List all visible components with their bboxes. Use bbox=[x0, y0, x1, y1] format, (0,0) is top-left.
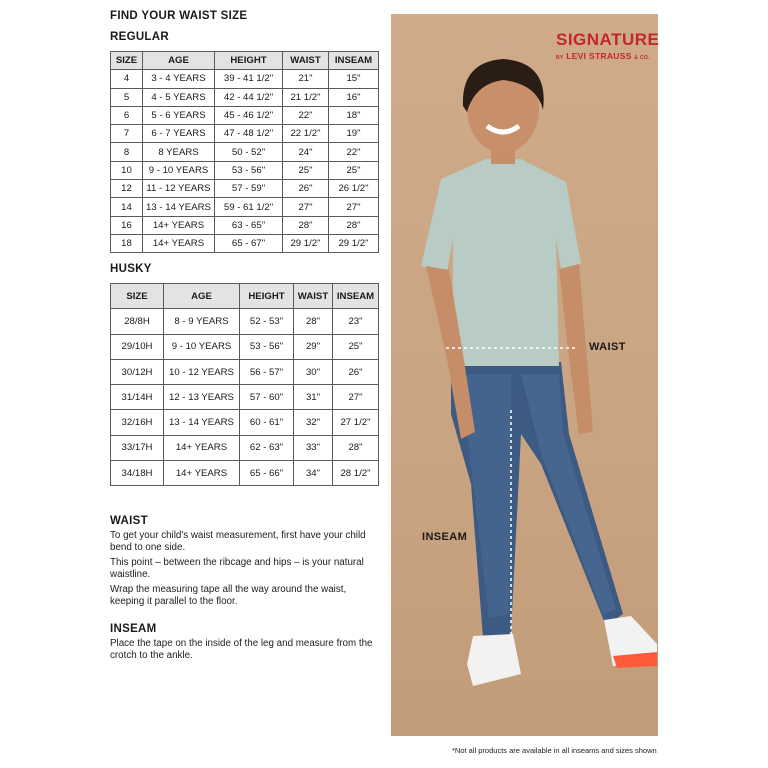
table-row bbox=[111, 180, 379, 198]
table-cell: 31/14H bbox=[111, 385, 164, 410]
table-cell: 22" bbox=[329, 143, 379, 161]
table-cell: 45 - 46 1/2" bbox=[215, 106, 283, 124]
table-cell: 21 1/2" bbox=[283, 88, 329, 106]
logo-signature-text: SIGNATURE bbox=[556, 30, 660, 49]
table-cell: 10 bbox=[111, 161, 143, 179]
table-row bbox=[111, 198, 379, 216]
column-header: WAIST bbox=[283, 52, 329, 70]
table-cell: 28" bbox=[329, 216, 379, 234]
column-header: AGE bbox=[143, 52, 215, 70]
table-cell: 28 1/2" bbox=[333, 461, 379, 486]
table-cell: 25" bbox=[283, 161, 329, 179]
table-cell: 29/10H bbox=[111, 334, 164, 359]
table-cell: 19" bbox=[329, 125, 379, 143]
table-cell: 13 - 14 YEARS bbox=[143, 198, 215, 216]
table-cell: 25" bbox=[333, 334, 379, 359]
table-cell: 22 1/2" bbox=[283, 125, 329, 143]
table-cell: 21" bbox=[283, 70, 329, 88]
table-header-row bbox=[111, 284, 379, 309]
table-cell: 14+ YEARS bbox=[143, 216, 215, 234]
table-cell: 47 - 48 1/2" bbox=[215, 125, 283, 143]
table-cell: 28" bbox=[333, 435, 379, 460]
table-row bbox=[111, 359, 379, 384]
table-cell: 14+ YEARS bbox=[164, 461, 240, 486]
inseam-measure-label: INSEAM bbox=[422, 531, 468, 543]
table-cell: 62 - 63" bbox=[240, 435, 294, 460]
table-cell: 16" bbox=[329, 88, 379, 106]
table-row bbox=[111, 309, 379, 334]
table-cell: 8 YEARS bbox=[143, 143, 215, 161]
table-cell: 30" bbox=[294, 359, 333, 384]
table-cell: 33/17H bbox=[111, 435, 164, 460]
table-cell: 12 bbox=[111, 180, 143, 198]
waist-guide-text-3: Wrap the measuring tape all the way around the waist, keeping it parallel to the floor. bbox=[110, 584, 347, 607]
table-row bbox=[111, 216, 379, 234]
logo-levi-text: BY LEVI STRAUSS & CO. bbox=[556, 51, 650, 61]
table-cell: 12 - 13 YEARS bbox=[164, 385, 240, 410]
table-cell: 4 bbox=[111, 70, 143, 88]
column-header: HEIGHT bbox=[240, 284, 294, 309]
table-cell: 32" bbox=[294, 410, 333, 435]
table-cell: 13 - 14 YEARS bbox=[164, 410, 240, 435]
waist-measure-label: WAIST bbox=[589, 341, 626, 353]
table-cell: 34" bbox=[294, 461, 333, 486]
table-cell: 27" bbox=[329, 198, 379, 216]
table-cell: 29" bbox=[294, 334, 333, 359]
regular-heading: REGULAR bbox=[110, 31, 169, 43]
table-cell: 4 - 5 YEARS bbox=[143, 88, 215, 106]
table-cell: 65 - 67" bbox=[215, 234, 283, 252]
table-row bbox=[111, 435, 379, 460]
table-cell: 18" bbox=[329, 106, 379, 124]
column-header: WAIST bbox=[294, 284, 333, 309]
table-row bbox=[111, 385, 379, 410]
table-row bbox=[111, 70, 379, 88]
table-cell: 6 bbox=[111, 106, 143, 124]
table-cell: 23" bbox=[333, 309, 379, 334]
table-cell: 24" bbox=[283, 143, 329, 161]
table-cell: 32/16H bbox=[111, 410, 164, 435]
table-cell: 26 1/2" bbox=[329, 180, 379, 198]
table-cell: 50 - 52" bbox=[215, 143, 283, 161]
table-row bbox=[111, 410, 379, 435]
table-cell: 52 - 53" bbox=[240, 309, 294, 334]
table-cell: 16 bbox=[111, 216, 143, 234]
table-row bbox=[111, 106, 379, 124]
table-cell: 14 bbox=[111, 198, 143, 216]
table-cell: 31" bbox=[294, 385, 333, 410]
table-cell: 9 - 10 YEARS bbox=[164, 334, 240, 359]
table-cell: 8 bbox=[111, 143, 143, 161]
table-cell: 27" bbox=[283, 198, 329, 216]
waist-guide-title: WAIST bbox=[110, 515, 148, 527]
table-cell: 28/8H bbox=[111, 309, 164, 334]
husky-size-table bbox=[110, 283, 379, 486]
table-row bbox=[111, 88, 379, 106]
column-header: HEIGHT bbox=[215, 52, 283, 70]
table-row bbox=[111, 161, 379, 179]
table-cell: 15" bbox=[329, 70, 379, 88]
inseam-guide-title: INSEAM bbox=[110, 623, 157, 635]
waist-guide-text-2: This point – between the ribcage and hips – is your natural waistline. bbox=[110, 557, 364, 580]
table-cell: 6 - 7 YEARS bbox=[143, 125, 215, 143]
table-cell: 33" bbox=[294, 435, 333, 460]
column-header: SIZE bbox=[111, 284, 164, 309]
boy-model-illustration bbox=[391, 14, 658, 736]
table-cell: 18 bbox=[111, 234, 143, 252]
table-cell: 14+ YEARS bbox=[143, 234, 215, 252]
table-cell: 14+ YEARS bbox=[164, 435, 240, 460]
column-header: SIZE bbox=[111, 52, 143, 70]
table-cell: 29 1/2" bbox=[329, 234, 379, 252]
table-cell: 59 - 61 1/2" bbox=[215, 198, 283, 216]
table-cell: 8 - 9 YEARS bbox=[164, 309, 240, 334]
table-cell: 28" bbox=[283, 216, 329, 234]
table-cell: 5 - 6 YEARS bbox=[143, 106, 215, 124]
table-cell: 9 - 10 YEARS bbox=[143, 161, 215, 179]
table-cell: 39 - 41 1/2" bbox=[215, 70, 283, 88]
table-cell: 26" bbox=[333, 359, 379, 384]
table-cell: 28" bbox=[294, 309, 333, 334]
table-cell: 65 - 66" bbox=[240, 461, 294, 486]
footnote: *Not all products are available in all inseams and sizes shown bbox=[452, 746, 657, 755]
table-cell: 60 - 61" bbox=[240, 410, 294, 435]
table-cell: 10 - 12 YEARS bbox=[164, 359, 240, 384]
regular-size-table bbox=[110, 51, 379, 253]
table-cell: 53 - 56" bbox=[240, 334, 294, 359]
husky-heading: HUSKY bbox=[110, 263, 152, 275]
table-cell: 56 - 57" bbox=[240, 359, 294, 384]
table-cell: 34/18H bbox=[111, 461, 164, 486]
table-cell: 63 - 65" bbox=[215, 216, 283, 234]
table-row bbox=[111, 143, 379, 161]
table-cell: 27" bbox=[333, 385, 379, 410]
table-row bbox=[111, 234, 379, 252]
page-title: FIND YOUR WAIST SIZE bbox=[110, 10, 248, 22]
table-row bbox=[111, 461, 379, 486]
table-cell: 57 - 59" bbox=[215, 180, 283, 198]
table-cell: 7 bbox=[111, 125, 143, 143]
table-cell: 53 - 56" bbox=[215, 161, 283, 179]
column-header: INSEAM bbox=[333, 284, 379, 309]
table-row bbox=[111, 125, 379, 143]
table-cell: 11 - 12 YEARS bbox=[143, 180, 215, 198]
table-header-row bbox=[111, 52, 379, 70]
table-cell: 22" bbox=[283, 106, 329, 124]
inseam-guide-text: Place the tape on the inside of the leg and measure from the crotch to the ankle. bbox=[110, 638, 373, 661]
signature-logo bbox=[556, 30, 659, 61]
table-cell: 3 - 4 YEARS bbox=[143, 70, 215, 88]
table-cell: 27 1/2" bbox=[333, 410, 379, 435]
table-cell: 29 1/2" bbox=[283, 234, 329, 252]
table-cell: 5 bbox=[111, 88, 143, 106]
table-row bbox=[111, 334, 379, 359]
waist-guide-text-1: To get your child's waist measurement, first have your child bend to one side. bbox=[110, 530, 366, 553]
table-cell: 57 - 60" bbox=[240, 385, 294, 410]
table-cell: 42 - 44 1/2" bbox=[215, 88, 283, 106]
table-cell: 30/12H bbox=[111, 359, 164, 384]
table-cell: 26" bbox=[283, 180, 329, 198]
table-cell: 25" bbox=[329, 161, 379, 179]
column-header: AGE bbox=[164, 284, 240, 309]
column-header: INSEAM bbox=[329, 52, 379, 70]
